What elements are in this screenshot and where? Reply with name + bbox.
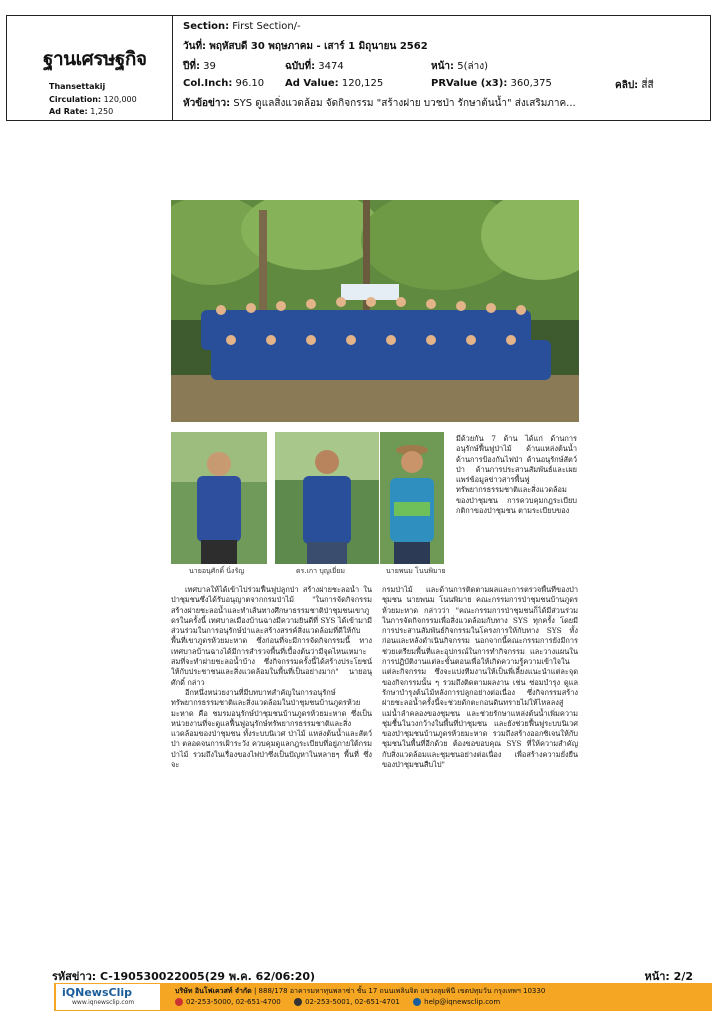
ad-rate: Ad Rate: 1,250 [49,107,114,116]
portrait-photo-2 [275,432,379,564]
article-column-1 [171,585,372,881]
portrait-photo-3 [380,432,444,564]
page-number: หน้า: 2/2 [644,970,693,983]
portrait-caption-3: นายพนม โนนพิมาย [386,567,446,575]
group-photo-illustration [171,200,579,422]
value-row: Col.Inch: 96.10 Ad Value: 120,125 PRValue (x3): 360,375 คลิป: สี่สี [183,78,654,91]
newspaper-logo: ฐานเศรษฐกิจ [43,48,147,70]
clipping-header [6,15,711,121]
group-photo [171,200,579,422]
portrait-caption-1: นายอนุศักดิ์ นิ่งรัญ [189,567,245,575]
phone-icon [175,998,183,1006]
publication-name: Thansettakij [49,82,106,91]
news-id: รหัสข่าว: C-190530022005(29 พ.ค. 62/06:20) [52,970,316,983]
email-icon [413,998,421,1006]
article-column-2 [382,585,578,881]
article-paragraph: กรมป่าไม้ และด้านการติดตามผลและการตรวจพื้นที่ของป่าชุมชน นายพนม โนนพิมาย คณะกรรมการป่าชุมชนบ้านภูดรห้วยมะหาด กล่าวว่า "คณะกรรมการป่าชุมชนก็ได้มีส่วนร่วมในการจัดกิจกรรมเพื่อสิ่งแวดล้อมกับทาง SYS ทุกครั้ง โดยมีการประสานสัมพันธ์กิจกรรมในโครงการให้กับทาง SYS ทั้งก่อนและหลังดำเนินกิจกรรม นอกจากนี้คณะกรรมการยังมีการช่วยเตรียมพื้นที่และอุปกรณ์ในการทำกิจกรรม และวางแผนในการปฏิบัติงานแต่ละขั้นตอนเพื่อให้เกิดความรู้ความเข้าใจในแต่ละกิจกรรม ซึ่งจะแบ่งทีมงานให้เป็นพี่เลี้ยงแนะนำแต่ละจุดของกิจกรรมนั้น ๆ รวมถึงติดตามผลงาน เช่น ซ่อมบำรุง ดูแลรักษาบำรุงต้นไม้หลังการปลูกอย่างต่อเนื่อง ซึ่งกิจกรรมสร้างฝายชะลอน้ำครั้งนี้จะช่วยดักตะกอนดินทรายไม่ให้ไหลลงสู่แม่น้ำลำคลองของชุมชน และช่วยรักษาแหล่งต้นน้ำเพิ่มความชุ่มชื้นในวงกว้างในพื้นที่ป่าชุมชน และยังช่วยฟื้นฟูระบบนิเวศของป่าชุมชนบ้านภูดรห้วยมะหาด รวมถึงสร้างออกซิเจนให้กับชุมชนในพื้นที่อีกด้วย ต้องขอขอบคุณ SYS ที่ให้ความสำคัญกับสิ่งแวดล้อมและชุมชนอย่างต่อเนื่อง เพื่อสร้างความยั่งยืนของป่าชุมชนสืบไป" [382,585,578,770]
article-paragraph: เทศบาลให้ได้เข้าไปร่วมฟื้นฟูปลูกป่า สร้างฝายชะลอน้ำ ในป่าชุมชนซึ่งได้รับอนุญาตจากกรมป่าไม้ "ในการจัดกิจกรรมสร้างฝายชะลอน้ำและทำเส้นทางศึกษาธรรมชาติป่าชุมชนเขาภูดรในครั้งนี้ เทศบาลเมืองบ้านฉางมีความยินดีที่ SYS ได้เข้ามามีส่วนร่วมในการอนุรักษ์ป่าและสร้างสรรค์สิ่งแวดล้อมที่ดีให้กับพื้นที่เขาภูดรห้วยมะหาด ซึ่งก่อนที่จะมีการจัดกิจกรรมนี้ ทางเทศบาลบ้านฉางได้มีการสำรวจพื้นที่เบื้องต้นว่ามีจุดไหนเหมาะสมที่จะทำฝายชะลอน้ำบ้าง ซึ่งกิจกรรมครั้งนี้ได้สร้างประโยชน์ให้กับประชาชนและสิ่งแวดล้อมในพื้นที่เป็นอย่างมาก" นายอนุศักดิ์ กล่าว [171,585,372,687]
fax-icon [294,998,302,1006]
company-address: บริษัท อินโฟเควสท์ จำกัด | 888/178 อาคารมหาทุนพลาซ่า ชั้น 17 ถนนเพลินจิต แขวงลุมพินี เขตปทุมวัน กรุงเทพฯ 10330 [175,987,546,995]
article-column-2-top [456,434,577,580]
contact-row: 02-253-5000, 02-651-4700 02-253-5001, 02-651-4701 help@iqnewsclip.com [175,998,500,1006]
issue-row: ปีที่: 39 ฉบับที่: 3474 หน้า: 5(ล่าง) [183,61,489,72]
article-paragraph: มีด้วยกัน 7 ด้าน ได้แก่ ด้านการอนุรักษ์ฟื้นฟูป่าไม้ ด้านแหล่งต้นน้ำ ด้านการป้องกันไฟป่า ด้านอนุรักษ์สัตว์ป่า ด้านการประสานสัมพันธ์และเผยแพร่ข้อมูลข่าวสารพื้นฟูทรัพยากรธรรมชาติและสิ่งแวดล้อมของป่าชุมชน การควบคุมกฎระเบียบกติกาของป่าชุมชน ตามระเบียบของ [456,434,577,516]
section-row: Section: First Section/- [183,21,301,32]
circulation: Circulation: 120,000 [49,95,137,104]
clipping-metadata [177,16,710,120]
iqnewsclip-logo: iQNewsClip www.iqnewsclip.com [56,984,160,1010]
publication-block [7,16,173,120]
headline-row: หัวข้อข่าว: SYS ดูแลสิ่งแวดล้อม จัดกิจกรรม "สร้างฝาย บวชป่า รักษาต้นน้ำ" ส่งเสริมภาค... [183,98,576,109]
portrait-photo-1 [171,432,267,564]
portrait-caption-2: ดร.เกา บุญเยี่ยม [296,567,345,575]
date-row: วันที่: พฤหัสบดี 30 พฤษภาคม - เสาร์ 1 มิถุนายน 2562 [183,41,428,52]
article-paragraph: อีกหนึ่งหน่วยงานที่มีบทบาทสำคัญในการอนุรักษ์ทรัพยากรธรรมชาติและสิ่งแวดล้อมในป่าชุมชนบ้านภูดรห้วยมะหาด คือ ชมรมอนุรักษ์ป่าชุมชนบ้านภูดรห้วยมะหาด ซึ่งเป็นหน่วยงานที่จะดูแลฟื้นฟูอนุรักษ์ทรัพยากรธรรมชาติและสิ่งแวดล้อมของป่าชุมชน ทั้งระบบนิเวศ ป่าไม้ แหล่งต้นน้ำและสัตว์ป่า ตลอดจนการเฝ้าระวัง ควบคุมดูแลกฎระเบียบที่อยู่ภายใต้กรมป่าไม้ รวมถึงในเรื่องของไฟป่าซึ่งเป็นปัญหาในหลายๆ พื้นที่ ซึ่งจะ [171,687,372,770]
